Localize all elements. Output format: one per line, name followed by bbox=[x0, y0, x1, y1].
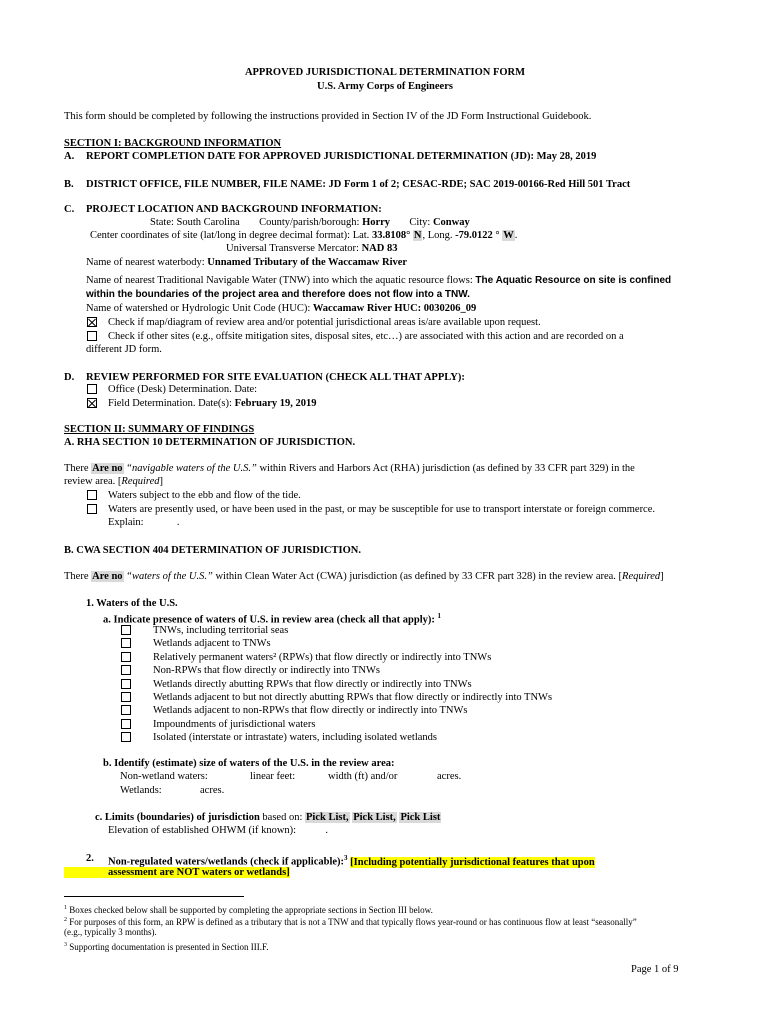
non-regulated-note-2: assessment are NOT waters or wetlands] bbox=[64, 867, 290, 878]
waters-checkbox[interactable] bbox=[121, 679, 131, 689]
section1-a-label: A. bbox=[64, 151, 75, 162]
limits-based-on: based on: bbox=[262, 812, 303, 823]
waters-list-item: Non-RPWs that flow directly or indirectly into TNWs bbox=[153, 665, 380, 677]
other-sites-checkbox[interactable] bbox=[87, 331, 97, 341]
waters-list-item: Isolated (interstate or intrastate) waters, including isolated wetlands bbox=[153, 732, 437, 744]
section1-b-label: B. bbox=[64, 179, 74, 190]
page-number: Page 1 of 9 bbox=[631, 964, 679, 975]
rha-there: There bbox=[64, 463, 89, 474]
lat-dir-select[interactable]: N bbox=[413, 230, 422, 241]
width-label: width (ft) and/or bbox=[328, 771, 398, 782]
tnw-label: Name of nearest Traditional Navigable Water (TNW) into which the aquatic resource flows: bbox=[86, 275, 473, 286]
district-office: DISTRICT OFFICE, FILE NUMBER, FILE NAME: JD Form 1 of 2; CESAC-RDE; SAC 2019-00166-Red Hill 501 Tract bbox=[86, 179, 631, 190]
waters-list-item: Wetlands adjacent to TNWs bbox=[153, 638, 271, 650]
huc-label: Name of watershed or Hydrologic Unit Code (HUC): bbox=[86, 303, 311, 314]
map-checkbox[interactable] bbox=[87, 317, 97, 327]
huc-row bbox=[86, 302, 476, 315]
indicate-presence-text: a. Indicate presence of waters of U.S. in review area (check all that apply): bbox=[103, 614, 435, 626]
intro-text: This form should be completed by following the instructions provided in Section IV of the JD Form Instructional Guidebook. bbox=[64, 111, 592, 122]
tnw-value-1: The Aquatic Resource on site is confined bbox=[475, 275, 672, 286]
waterbody-row bbox=[86, 256, 407, 269]
city-label: City: bbox=[409, 217, 431, 228]
waters-checkbox[interactable] bbox=[121, 705, 131, 715]
present-use-label: Waters are presently used, or have been used in the past, or may be susceptible for use to transport interstate or foreign commerce. bbox=[108, 504, 656, 515]
limits-row bbox=[95, 811, 441, 824]
linear-feet-label: linear feet: bbox=[250, 771, 296, 782]
rha-line2: review area. [ bbox=[64, 476, 122, 487]
cwa-close: ] bbox=[660, 571, 664, 582]
identify-size-heading: b. Identify (estimate) size of waters of the U.S. in the review area: bbox=[103, 758, 395, 769]
item2-num: 2. bbox=[86, 853, 94, 864]
county-label: County/parish/borough: bbox=[259, 217, 360, 228]
ohwm-dot: . bbox=[325, 825, 328, 836]
waters-list-item: TNWs, including territorial seas bbox=[153, 625, 289, 636]
county-value: Horry bbox=[362, 217, 391, 228]
explain-dot: . bbox=[176, 517, 180, 528]
acres-label-1: acres. bbox=[437, 771, 462, 782]
long-dir-select[interactable]: W bbox=[503, 230, 514, 241]
section2-heading: SECTION II: SUMMARY OF FINDINGS bbox=[64, 424, 255, 435]
cwa-statement bbox=[64, 570, 664, 583]
long-value: -79.0122 ° bbox=[455, 230, 500, 241]
coordinates-row: Center coordinates of site (lat/long in degree decimal format): Lat. 33.8108° N, Long. -79.0122 ° W. bbox=[90, 230, 518, 241]
pick-list-2[interactable]: Pick List, bbox=[353, 812, 396, 823]
office-det-checkbox[interactable] bbox=[87, 384, 97, 394]
waters-checkbox[interactable] bbox=[121, 652, 131, 662]
ohwm-row bbox=[108, 824, 328, 837]
review-heading: REVIEW PERFORMED FOR SITE EVALUATION (CHECK ALL THAT APPLY): bbox=[86, 372, 465, 383]
present-use-checkbox[interactable] bbox=[87, 504, 97, 514]
footnote-3-text: Supporting documentation is presented in Section III.F. bbox=[69, 942, 269, 952]
waters-checkbox[interactable] bbox=[121, 638, 131, 648]
waterbody-label: Name of nearest waterbody: bbox=[86, 257, 205, 268]
wetlands-label: Wetlands: bbox=[120, 785, 162, 796]
footnote-2-num: 2 bbox=[64, 917, 67, 923]
waters-list-item: Relatively permanent waters² (RPWs) that flow directly or indirectly into TNWs bbox=[153, 651, 492, 663]
huc-value: Waccamaw River HUC: 0030206_09 bbox=[312, 303, 477, 314]
ebb-checkbox[interactable] bbox=[87, 490, 97, 500]
tnw-value-2: within the boundaries of the project area and therefore does not flow into a TNW. bbox=[86, 289, 470, 300]
rha-close: ] bbox=[159, 476, 164, 487]
waters-checkbox[interactable] bbox=[121, 719, 131, 729]
form-title: APPROVED JURISDICTIONAL DETERMINATION FORM bbox=[244, 67, 526, 78]
rha-rest: within Rivers and Harbors Act (RHA) jurisdiction (as defined by 33 CFR part 329) in the bbox=[256, 463, 635, 474]
footnote-ref-1: 1 bbox=[437, 612, 441, 620]
report-date: REPORT COMPLETION DATE FOR APPROVED JURISDICTIONAL DETERMINATION (JD): May 28, 2019 bbox=[86, 151, 597, 162]
cwa-pick-select[interactable]: Are no bbox=[92, 571, 123, 582]
other-sites-label: Check if other sites (e.g., offsite mitigation sites, disposal sites, etc…) are associated with this action and are recorded on a bbox=[108, 331, 624, 342]
waters-checkbox[interactable] bbox=[121, 692, 131, 702]
utm-value: NAD 83 bbox=[361, 243, 398, 254]
field-det-date: February 19, 2019 bbox=[234, 398, 317, 409]
state-label: State: bbox=[150, 217, 174, 228]
state-value: South Carolina bbox=[176, 217, 240, 228]
ohwm-label: Elevation of established OHWM (if known): bbox=[108, 825, 297, 836]
waters-list-item: Wetlands adjacent to but not directly abutting RPWs that flow directly or indirectly into TNWs bbox=[153, 692, 553, 703]
tnw-row bbox=[86, 274, 671, 287]
nonwetland-label: Non-wetland waters: bbox=[120, 771, 208, 782]
non-regulated-heading: Non-regulated waters/wetlands (check if applicable): bbox=[108, 856, 345, 868]
cwa-heading: B. CWA SECTION 404 DETERMINATION OF JURISDICTION. bbox=[64, 545, 361, 556]
explain-label: Explain: bbox=[108, 517, 144, 528]
office-det-label: Office (Desk) Determination. Date: bbox=[108, 384, 258, 395]
footnote-2-cont: (e.g., typically 3 months). bbox=[64, 927, 157, 937]
waters-list-item: Wetlands adjacent to non-RPWs that flow directly or indirectly into TNWs bbox=[153, 705, 468, 717]
utm-label: Universal Transverse Mercator: bbox=[226, 243, 359, 254]
cwa-there: There bbox=[64, 571, 89, 582]
rha-quote: “navigable waters of the U.S.” bbox=[126, 463, 257, 474]
footnote-3 bbox=[64, 939, 269, 954]
pick-list-3[interactable]: Pick List bbox=[400, 812, 441, 823]
section1-c-label: C. bbox=[64, 204, 75, 215]
lat-value: 33.8108° bbox=[371, 230, 411, 241]
project-location-heading: PROJECT LOCATION AND BACKGROUND INFORMATION: bbox=[86, 204, 382, 215]
waters-checkbox[interactable] bbox=[121, 625, 131, 635]
cwa-quote: “waters of the U.S.” bbox=[126, 571, 213, 582]
state-row bbox=[150, 216, 470, 229]
footnote-2-text: For purposes of this form, an RPW is defined as a tributary that is not a TNW and that typically flows year-round or has continuous flow at least “seasonally” bbox=[69, 917, 637, 927]
footnote-1-text: Boxes checked below shall be supported by completing the appropriate sections in Section III below. bbox=[69, 905, 433, 915]
map-check-label: Check if map/diagram of review area and/or potential jurisdictional areas is/are available upon request. bbox=[108, 317, 541, 328]
acres-label-2: acres. bbox=[200, 785, 225, 796]
footnote-1-num: 1 bbox=[64, 905, 67, 911]
pick-list-1[interactable]: Pick List, bbox=[306, 812, 349, 823]
field-det-row bbox=[108, 397, 317, 410]
rha-statement-2 bbox=[64, 475, 163, 488]
long-label: , Long. bbox=[422, 230, 453, 241]
cwa-rest: within Clean Water Act (CWA) jurisdiction (as defined by 33 CFR part 328) in the review area. [ bbox=[212, 571, 623, 582]
footnote-divider bbox=[64, 896, 244, 897]
waters-checkbox[interactable] bbox=[121, 732, 131, 742]
rha-pick-select[interactable]: Are no bbox=[92, 463, 123, 474]
rha-heading: A. RHA SECTION 10 DETERMINATION OF JURISDICTION. bbox=[64, 437, 356, 448]
section1-d-label: D. bbox=[64, 372, 75, 383]
waters-of-us-heading: 1. Waters of the U.S. bbox=[86, 598, 178, 609]
footnote-ref-3: 3 bbox=[344, 854, 348, 862]
section1-heading: SECTION I: BACKGROUND INFORMATION bbox=[64, 138, 282, 149]
waters-list-item: Wetlands directly abutting RPWs that flow directly or indirectly into TNWs bbox=[153, 678, 472, 690]
rha-statement bbox=[64, 462, 635, 475]
field-det-checkbox[interactable] bbox=[87, 398, 97, 408]
form-subtitle: U.S. Army Corps of Engineers bbox=[317, 81, 453, 92]
coords-label: Center coordinates of site (lat/long in degree decimal format): Lat. bbox=[90, 230, 370, 241]
ebb-label: Waters subject to the ebb and flow of the tide. bbox=[108, 490, 301, 501]
explain-row bbox=[108, 516, 179, 529]
utm-row bbox=[226, 242, 397, 255]
waters-list-item: Impoundments of jurisdictional waters bbox=[153, 718, 316, 730]
rha-required: Required bbox=[121, 476, 160, 487]
cwa-required: Required bbox=[622, 571, 661, 582]
waterbody-value: Unnamed Tributary of the Waccamaw River bbox=[207, 257, 408, 268]
city-value: Conway bbox=[432, 217, 470, 228]
limits-heading: c. Limits (boundaries) of jurisdiction bbox=[95, 812, 260, 823]
other-sites-label-2: different JD form. bbox=[86, 344, 162, 355]
non-regulated-note-1: [Including potentially jurisdictional features that upon bbox=[350, 856, 595, 868]
footnote-3-num: 3 bbox=[64, 942, 67, 948]
field-det-label: Field Determination. Date(s): bbox=[108, 398, 232, 409]
waters-checkbox[interactable] bbox=[121, 665, 131, 675]
non-regulated-note-line2 bbox=[64, 866, 290, 879]
